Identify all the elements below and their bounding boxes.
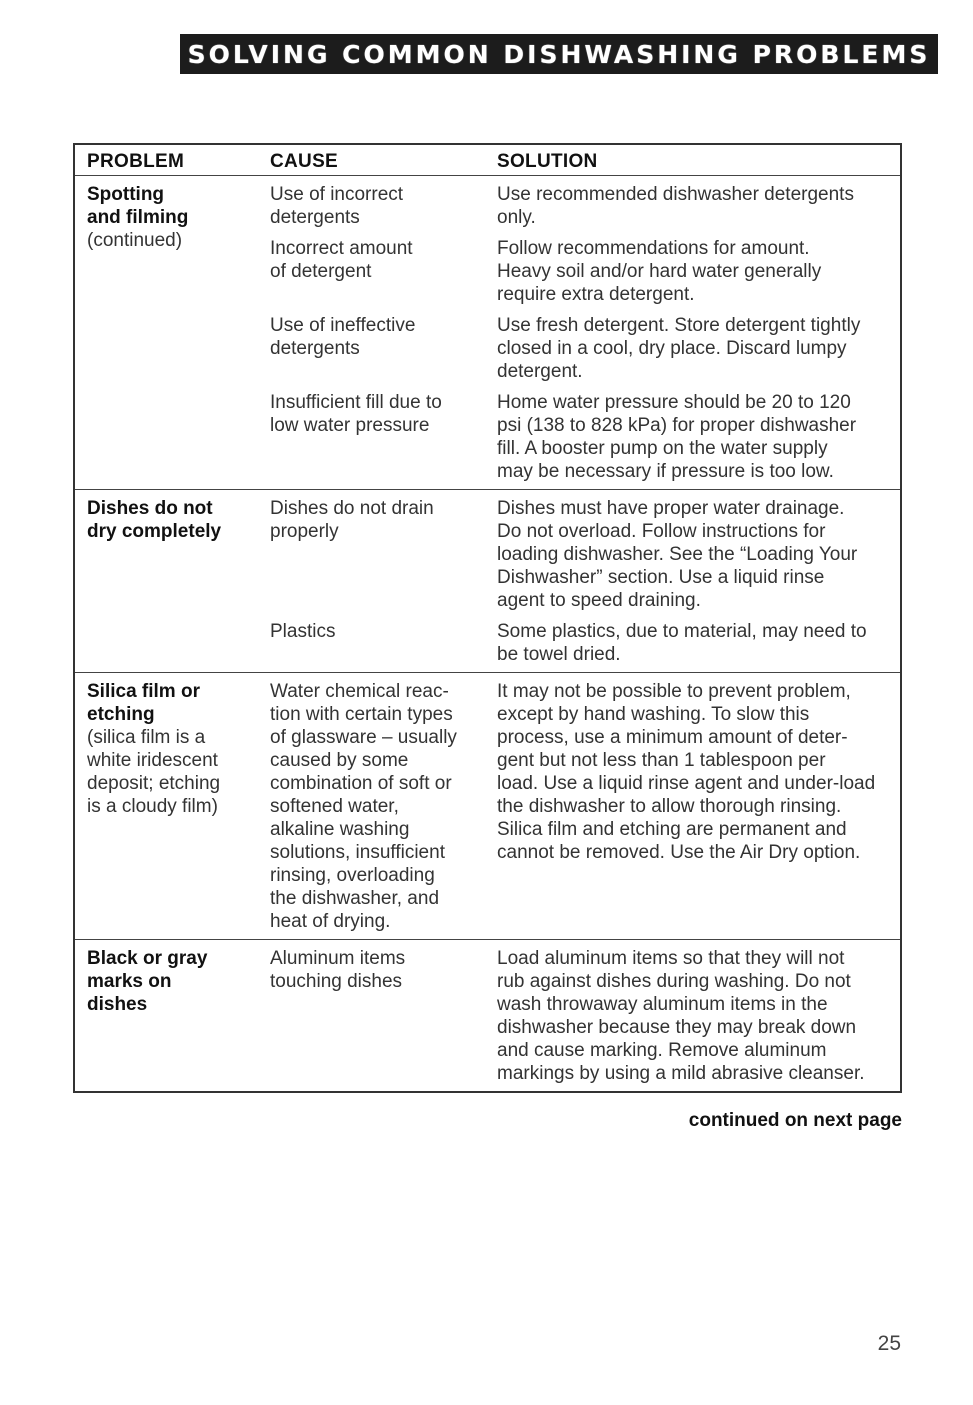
problem-note (87, 229, 262, 252)
cause-line: combination of soft or (270, 773, 452, 794)
solution-cell (497, 183, 892, 229)
cause-line: Use of incorrect (270, 184, 404, 205)
solution-line: Load aluminum items so that they will not (497, 948, 845, 969)
table-body (75, 176, 900, 1085)
problem-title-line: Silica film or (87, 681, 200, 702)
solution-line: except by hand washing. To slow this (497, 704, 810, 725)
solution-line: agent to speed draining. (497, 590, 701, 611)
cause-line: Dishes do not drain (270, 498, 434, 519)
cause-line: Use of ineffective (270, 315, 416, 336)
table-header (75, 145, 900, 176)
cause-cell (270, 680, 497, 933)
cause-cell (270, 391, 497, 483)
header-problem: PROBLEM (87, 151, 185, 172)
solution-line: Dishwasher” section. Use a liquid rinse (497, 567, 825, 588)
solution-cell (497, 497, 892, 612)
solution-line: process, use a minimum amount of deter- (497, 727, 848, 748)
banner-title: SOLVING COMMON DISHWASHING PROBLEMS (187, 39, 931, 69)
solution-line: rub against dishes during washing. Do not (497, 971, 851, 992)
solution-line: loading dishwasher. See the “Loading Your (497, 544, 858, 565)
problem-note (87, 726, 262, 818)
table-row (75, 673, 900, 940)
cause-solution-pair (270, 391, 900, 483)
cause-line: Aluminum items (270, 948, 406, 969)
cause-cell (270, 497, 497, 612)
solution-line: psi (138 to 828 kPa) for proper dishwasher (497, 415, 857, 436)
solution-line: fill. A booster pump on the water supply (497, 438, 828, 459)
solution-line: markings by using a mild abrasive cleanser. (497, 1063, 865, 1084)
cause-cell (270, 314, 497, 383)
problem-title-line: dry completely (87, 521, 222, 542)
table-row (75, 490, 900, 673)
problem-title (87, 183, 262, 229)
problem-note-line: (silica film is a (87, 727, 206, 748)
cause-solution-pair (270, 314, 900, 383)
header-solution: SOLUTION (497, 151, 598, 172)
problem-title-line: dishes (87, 994, 148, 1015)
solution-line: and cause marking. Remove aluminum (497, 1040, 827, 1061)
cause-line: caused by some (270, 750, 409, 771)
solution-line: closed in a cool, dry place. Discard lumpy (497, 338, 847, 359)
problem-cell (87, 680, 262, 818)
continued-note: continued on next page (688, 1110, 902, 1131)
solution-line: the dishwasher to allow thorough rinsing. (497, 796, 842, 817)
cause-solution-list (270, 490, 900, 666)
solution-line: Silica film and etching are permanent and (497, 819, 847, 840)
solution-line: Home water pressure should be 20 to 120 (497, 392, 851, 413)
problem-title-line: Black or gray (87, 948, 208, 969)
section-banner (180, 34, 938, 74)
cause-solution-pair (270, 680, 900, 933)
cause-line: heat of drying. (270, 911, 391, 932)
solution-line: detergent. (497, 361, 583, 382)
problem-cell (87, 497, 262, 543)
cause-cell (270, 947, 497, 1085)
solution-cell (497, 680, 892, 933)
solution-cell (497, 947, 892, 1085)
solution-line: gent but not less than 1 tablespoon per (497, 750, 826, 771)
cause-solution-pair (270, 947, 900, 1085)
cause-line: detergents (270, 338, 360, 359)
solution-line: Heavy soil and/or hard water generally (497, 261, 822, 282)
table-row (75, 940, 900, 1085)
cause-solution-pair (270, 620, 900, 666)
cause-line: Water chemical reac- (270, 681, 449, 702)
cause-solution-list (270, 176, 900, 483)
table-row (75, 176, 900, 490)
cause-line: low water pressure (270, 415, 430, 436)
cause-solution-pair (270, 497, 900, 612)
cause-solution-pair (270, 183, 900, 229)
solution-line: require extra detergent. (497, 284, 695, 305)
solution-line: Use fresh detergent. Store detergent tightly (497, 315, 861, 336)
problem-title (87, 947, 262, 1016)
solution-line: It may not be possible to prevent problem, (497, 681, 851, 702)
problem-note-line: (continued) (87, 230, 183, 251)
solution-cell (497, 620, 892, 666)
page-number: 25 (877, 1332, 901, 1355)
problem-title-line: and filming (87, 207, 189, 228)
solution-line: Do not overload. Follow instructions for (497, 521, 826, 542)
solution-line: may be necessary if pressure is too low. (497, 461, 834, 482)
problem-title-line: etching (87, 704, 155, 725)
cause-line: solutions, insufficient (270, 842, 445, 863)
cause-solution-list (270, 673, 900, 933)
cause-line: tion with certain types (270, 704, 453, 725)
problem-title (87, 497, 262, 543)
cause-line: of detergent (270, 261, 372, 282)
cause-line: Plastics (270, 621, 336, 642)
solution-line: load. Use a liquid rinse agent and under-load (497, 773, 876, 794)
cause-cell (270, 183, 497, 229)
cause-line: properly (270, 521, 339, 542)
solution-cell (497, 314, 892, 383)
cause-line: of glassware – usually (270, 727, 457, 748)
problem-cell (87, 947, 262, 1016)
cause-line: alkaline washing (270, 819, 410, 840)
problem-title-line: Spotting (87, 184, 165, 205)
solution-line: Follow recommendations for amount. (497, 238, 810, 259)
problem-title-line: marks on (87, 971, 172, 992)
solution-line: Some plastics, due to material, may need to (497, 621, 867, 642)
cause-line: Insufficient fill due to (270, 392, 442, 413)
problem-note-line: is a cloudy film) (87, 796, 218, 817)
solution-line: Use recommended dishwasher detergents (497, 184, 854, 205)
header-cause: CAUSE (270, 151, 339, 172)
solution-cell (497, 391, 892, 483)
solution-line: only. (497, 207, 536, 228)
troubleshooting-table (73, 143, 902, 1093)
problem-note-line: white iridescent (87, 750, 218, 771)
solution-line: be towel dried. (497, 644, 621, 665)
solution-cell (497, 237, 892, 306)
problem-title-line: Dishes do not (87, 498, 213, 519)
cause-line: detergents (270, 207, 360, 228)
solution-line: wash throwaway aluminum items in the (497, 994, 828, 1015)
cause-line: softened water, (270, 796, 399, 817)
problem-cell (87, 183, 262, 252)
cause-cell (270, 237, 497, 306)
problem-title (87, 680, 262, 726)
cause-line: Incorrect amount (270, 238, 413, 259)
cause-solution-pair (270, 237, 900, 306)
cause-solution-list (270, 940, 900, 1085)
cause-line: rinsing, overloading (270, 865, 435, 886)
solution-line: cannot be removed. Use the Air Dry option. (497, 842, 861, 863)
solution-line: Dishes must have proper water drainage. (497, 498, 845, 519)
cause-line: touching dishes (270, 971, 403, 992)
problem-note-line: deposit; etching (87, 773, 221, 794)
solution-line: dishwasher because they may break down (497, 1017, 857, 1038)
cause-cell (270, 620, 497, 666)
cause-line: the dishwasher, and (270, 888, 440, 909)
